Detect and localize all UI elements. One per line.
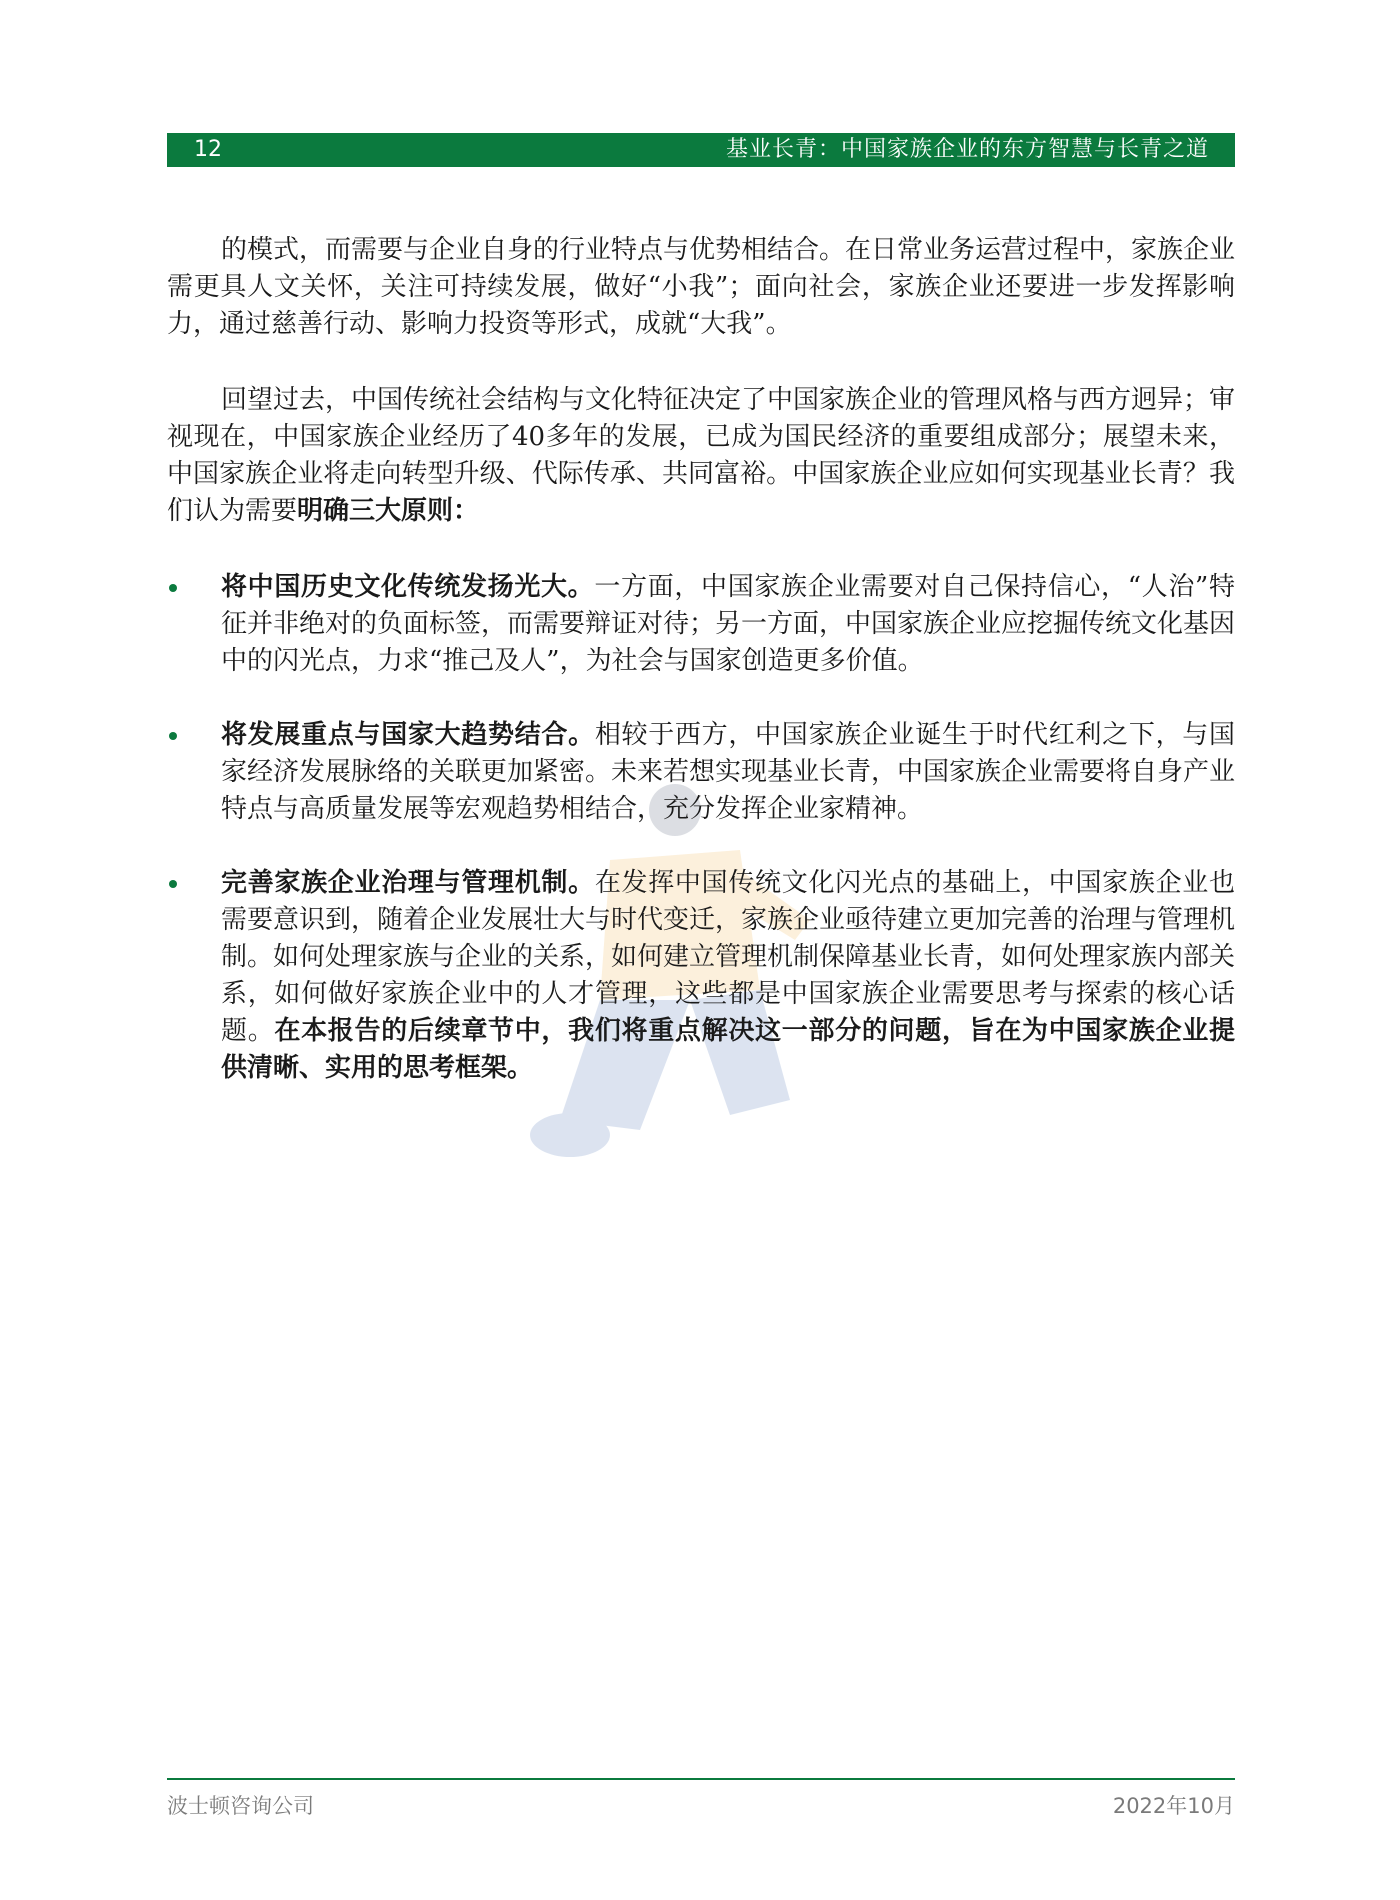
footer-divider xyxy=(167,1778,1235,1780)
bullet-bold-conclusion: 在本报告的后续章节中，我们将重点解决这一部分的问题，旨在为中国家族企业提供清晰、实用的思考框架。 xyxy=(221,1016,1235,1083)
page-number: 12 xyxy=(194,137,222,162)
bullet-icon xyxy=(169,584,177,592)
paragraph-principles-intro xyxy=(167,382,1235,530)
bullet-text xyxy=(221,572,1235,676)
paragraph-bold-emphasis: 明确三大原则： xyxy=(297,496,480,526)
bullet-text xyxy=(221,868,1235,1083)
principles-list xyxy=(167,569,1235,1087)
bullet-heading: 完善家族企业治理与管理机制。 xyxy=(221,868,595,898)
list-item xyxy=(167,569,1235,680)
bullet-text xyxy=(221,720,1235,824)
bullet-body: 一方面，中国家族企业需要对自己保持信心，“人治”特征并非绝对的负面标签，而需要辩证对待；另一方面，中国家族企业应挖掘传统文化基因中的闪光点，力求“推己及人”，为社会与国家创造更多价值。 xyxy=(221,572,1236,676)
footer-publisher: 波士顿咨询公司 xyxy=(167,1794,314,1818)
paragraph-text: 回望过去，中国传统社会结构与文化特征决定了中国家族企业的管理风格与西方迥异；审视现在，中国家族企业经历了40多年的发展，已成为国民经济的重要组成部分；展望未来，中国家族企业将走向转型升级、代际传承、共同富裕。中国家族企业应如何实现基业长青？我们认为需要 xyxy=(167,385,1236,526)
footer-date: 2022年10月 xyxy=(1112,1794,1235,1818)
header-bar xyxy=(167,133,1235,167)
bullet-body: 相较于西方，中国家族企业诞生于时代红利之下，与国家经济发展脉络的关联更加紧密。未来若想实现基业长青，中国家族企业需要将自身产业特点与高质量发展等宏观趋势相结合，充分发挥企业家精神。 xyxy=(221,720,1236,824)
body-content xyxy=(167,232,1235,1124)
bullet-icon xyxy=(169,880,177,888)
bullet-heading: 将中国历史文化传统发扬光大。 xyxy=(221,572,595,602)
list-item xyxy=(167,717,1235,828)
running-title: 基业长青：中国家族企业的东方智慧与长青之道 xyxy=(725,137,1209,162)
bullet-heading: 将发展重点与国家大趋势结合。 xyxy=(221,720,595,750)
bullet-icon xyxy=(169,732,177,740)
paragraph-continued: 的模式，而需要与企业自身的行业特点与优势相结合。在日常业务运营过程中，家族企业需更具人文关怀，关注可持续发展，做好“小我”；面向社会，家族企业还要进一步发挥影响力，通过慈善行动、影响力投资等形式，成就“大我”。 xyxy=(167,235,1236,339)
bullet-body: 在发挥中国传统文化闪光点的基础上，中国家族企业也需要意识到，随着企业发展壮大与时代变迁，家族企业亟待建立更加完善的治理与管理机制。如何处理家族与企业的关系，如何建立管理机制保障基业长青，如何处理家族内部关系，如何做好家族企业中的人才管理，这些都是中国家族企业需要思考与探索的核心话题。 xyxy=(221,868,1236,1046)
list-item xyxy=(167,865,1235,1087)
